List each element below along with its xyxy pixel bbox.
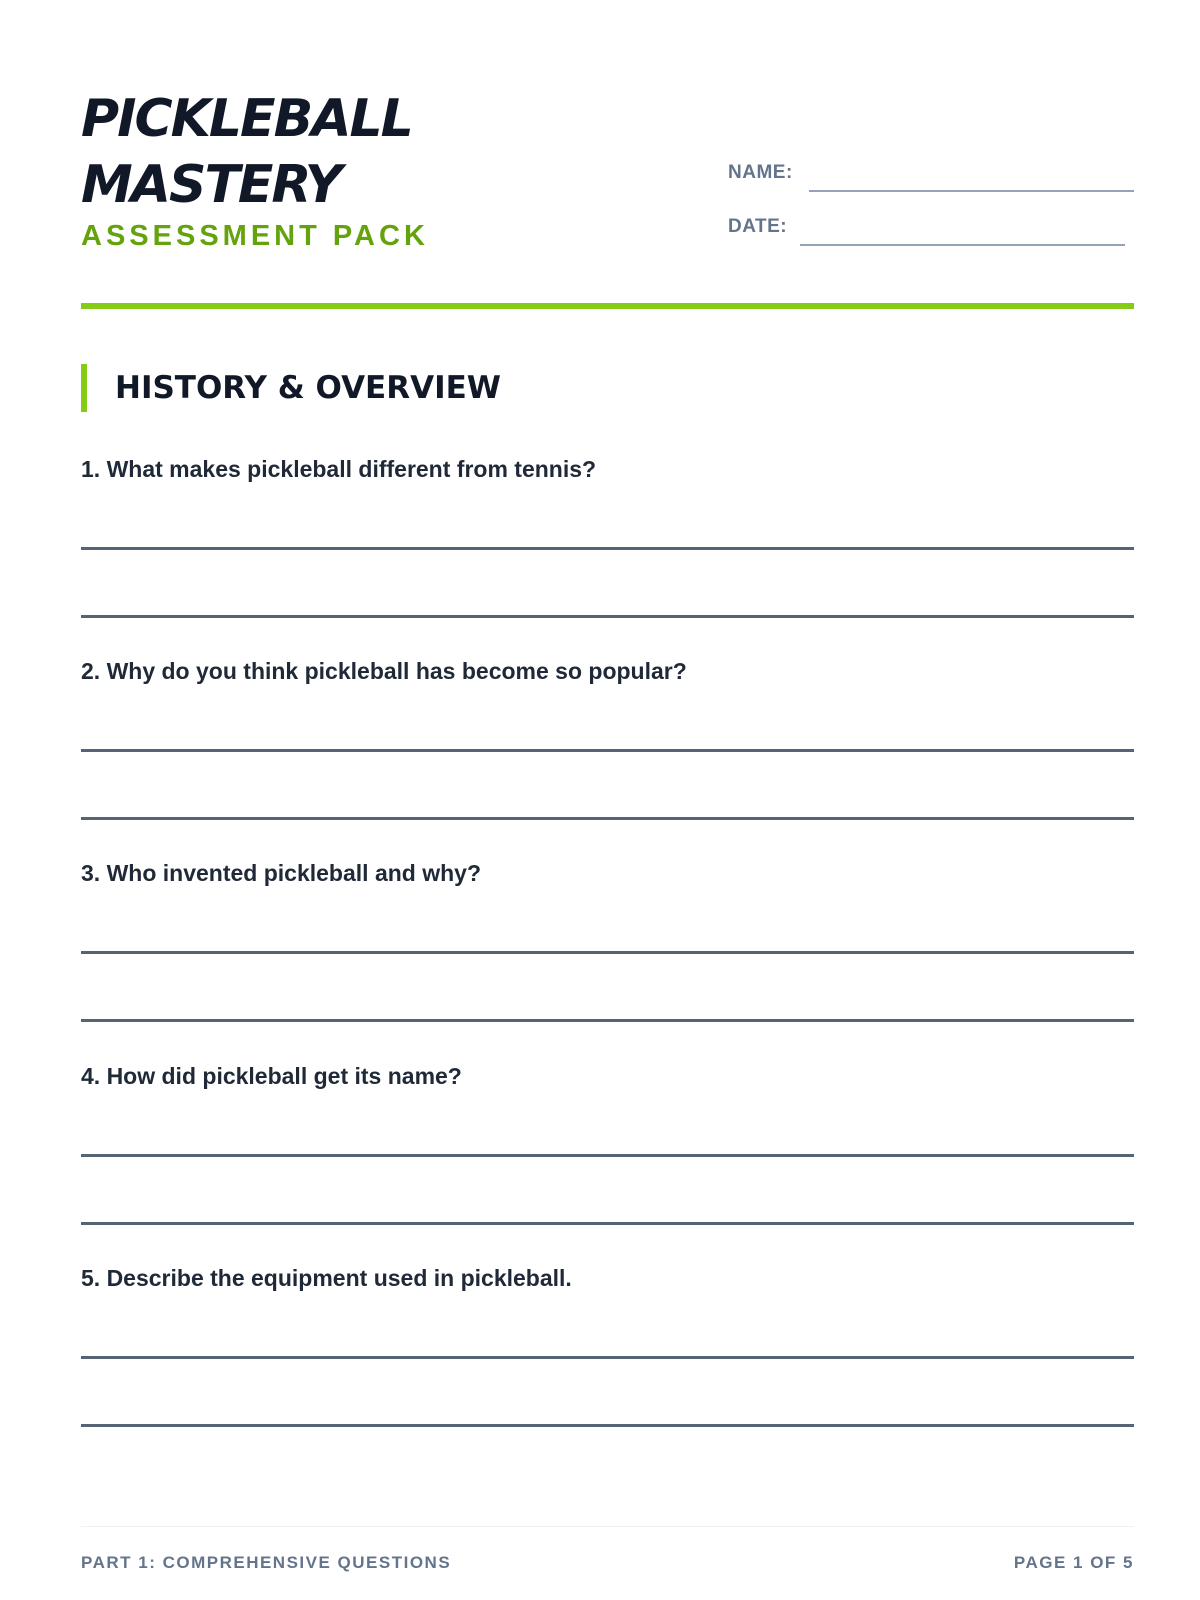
footer-divider xyxy=(81,1526,1134,1527)
name-label: NAME: xyxy=(728,162,793,183)
document-title xyxy=(81,86,412,218)
name-field[interactable] xyxy=(809,190,1134,192)
name-row xyxy=(728,162,1134,216)
page-number: PAGE 1 OF 5 xyxy=(1013,1553,1134,1572)
worksheet-page xyxy=(81,0,1134,1600)
answer-line[interactable] xyxy=(81,615,1134,618)
answer-line[interactable] xyxy=(81,951,1134,954)
question-1 xyxy=(81,455,1134,635)
question-4 xyxy=(81,1062,1134,1242)
header-divider xyxy=(81,303,1134,309)
date-label: DATE: xyxy=(728,216,788,237)
answer-line[interactable] xyxy=(81,1356,1134,1359)
question-2 xyxy=(81,657,1134,837)
question-text: 5. Describe the equipment used in pickleball. xyxy=(81,1265,572,1291)
question-text: 3. Who invented pickleball and why? xyxy=(81,860,482,886)
section-title: HISTORY & OVERVIEW xyxy=(81,364,501,412)
header xyxy=(81,86,1134,266)
question-text: 2. Why do you think pickleball has become so popular? xyxy=(81,658,687,684)
answer-line[interactable] xyxy=(81,1424,1134,1427)
date-row xyxy=(728,216,1134,270)
student-info xyxy=(728,162,1134,270)
footer-part-label: PART 1: COMPREHENSIVE QUESTIONS xyxy=(81,1553,452,1572)
answer-line[interactable] xyxy=(81,817,1134,820)
question-text: 1. What makes pickleball different from tennis? xyxy=(81,456,597,482)
answer-line[interactable] xyxy=(81,1154,1134,1157)
title-line-2: MASTERY xyxy=(81,155,341,215)
question-3 xyxy=(81,859,1134,1039)
answer-line[interactable] xyxy=(81,1222,1134,1225)
question-5 xyxy=(81,1264,1134,1444)
question-text: 4. How did pickleball get its name? xyxy=(81,1063,462,1089)
answer-line[interactable] xyxy=(81,1019,1134,1022)
answer-line[interactable] xyxy=(81,749,1134,752)
answer-line[interactable] xyxy=(81,547,1134,550)
date-field[interactable] xyxy=(800,244,1125,246)
document-subtitle: ASSESSMENT PACK xyxy=(81,220,429,252)
title-line-1: PICKLEBALL xyxy=(81,89,412,149)
